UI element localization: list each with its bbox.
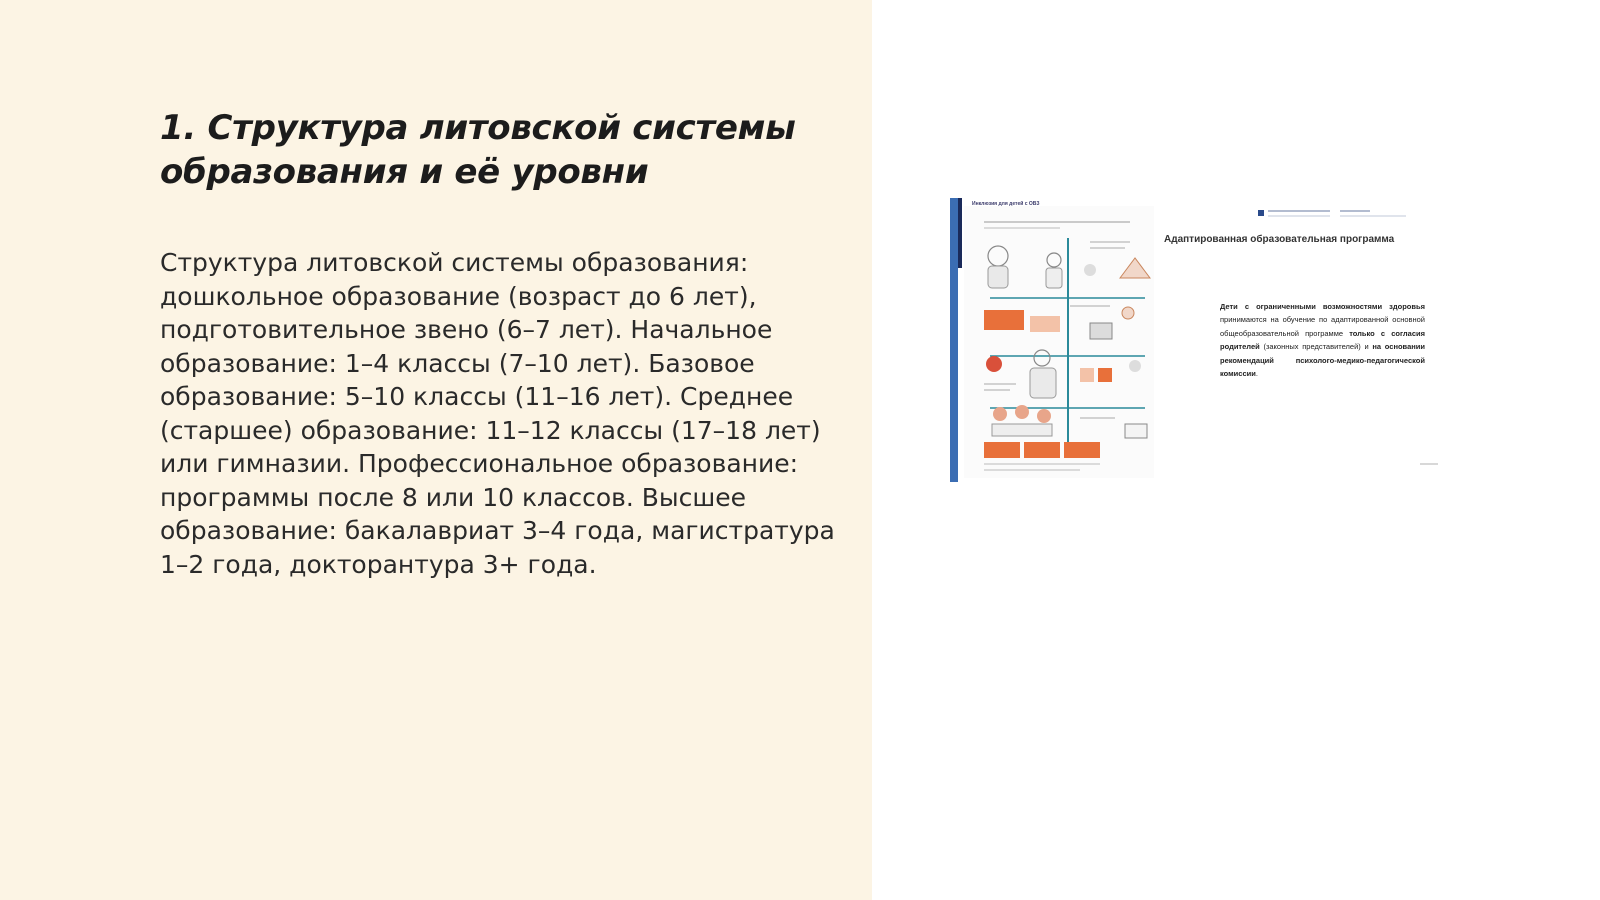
slide-title: 1. Структура литовской системы образования и её уровни xyxy=(160,108,796,192)
slide-thumbnail-image xyxy=(950,198,1455,482)
note-bold-2: только с согласия родителей xyxy=(1220,328,1425,352)
slide-body-text: Структура литовской системы образования: дошкольное образование (возраст до 6 лет), подготовительное звено (6–7 лет). Начальное образование: 1–4 классы (7–10 лет). Базовое образование: 5–10 классы (11–16 лет). Среднее (старшее) образование: 11–12 классы (17–18 лет) или гимназии. Профессиональное образование: программы после 8 или 10 классов. Высшее образование: бакалавриат 3–4 года, магистратура 1–2 года, докторантура 3+ года. xyxy=(160,248,835,579)
poster-title: Инклюзия для детей с ОВЗ xyxy=(972,201,1040,207)
note-text-3: . xyxy=(1255,369,1258,379)
note-bold-1: Дети с ограниченными возможностями здоровья xyxy=(1220,302,1425,311)
note-text-2: (законных представителей) и xyxy=(1259,342,1373,352)
note-bold-3: на основании рекомендаций психолого-медико-педагогической комиссии xyxy=(1220,342,1425,379)
note-text-1: принимаются на обучение по адаптированной основной общеобразовательной программе xyxy=(1220,315,1425,338)
thumbnail-heading: Адаптированная образовательная программа xyxy=(1164,234,1395,245)
thumbnail-note xyxy=(1220,300,1425,380)
